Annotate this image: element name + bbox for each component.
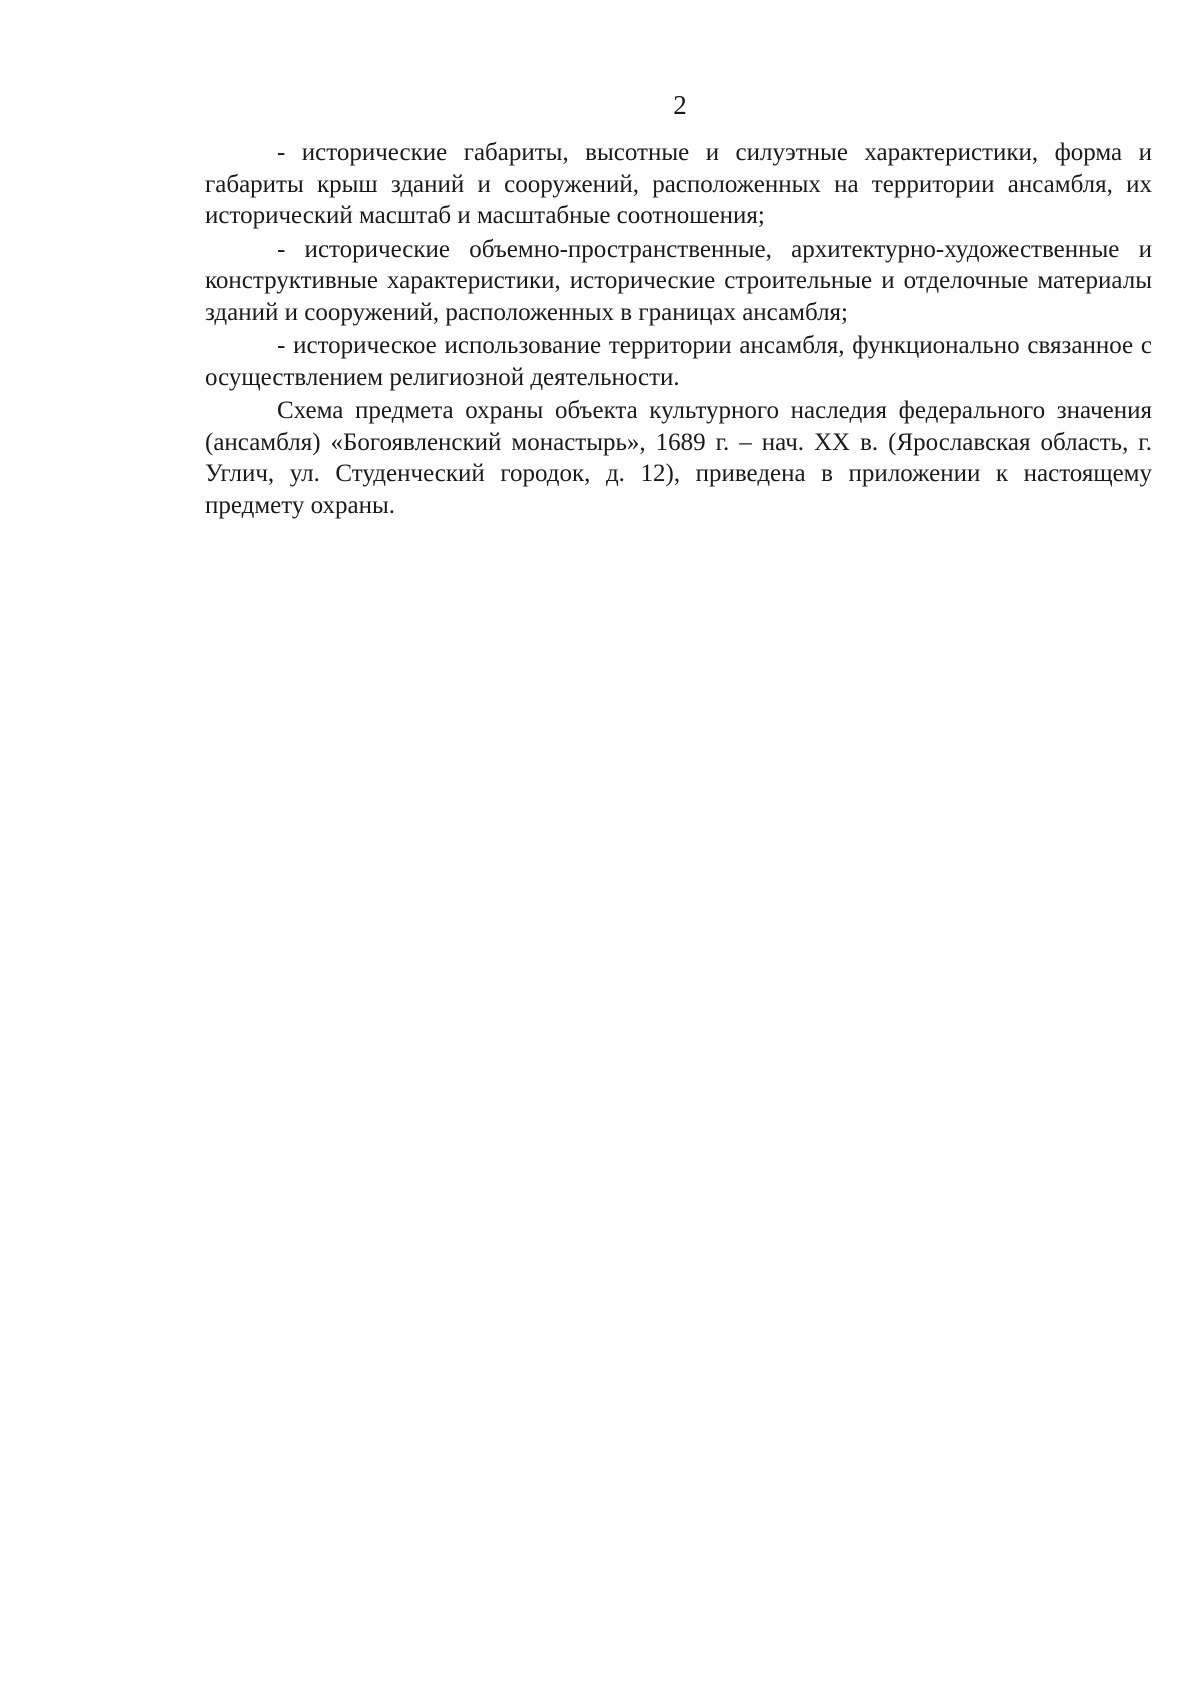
paragraph-protection-scheme: Схема предмета охраны объекта культурного наследия федерального значения (ансамбля) «Богоявленский монастырь», 1689 г. – нач. XX в. (Ярославская область, г. Углич, ул. Студенческий городок, д. 12), приведена в приложении к настоящему предмету охраны. bbox=[205, 397, 1152, 519]
paragraph-historic-use: - историческое использование территории ансамбля, функционально связанное с осуществлением религиозной деятельности. bbox=[205, 332, 1152, 391]
paragraph-volume-spatial-characteristics: - исторические объемно-пространственные, архитектурно-художественные и конструктивные характеристики, исторические строительные и отделочные материалы зданий и сооружений, расположенных в границах ансамбля; bbox=[205, 235, 1152, 326]
document-body bbox=[205, 137, 1152, 521]
paragraph-historic-dimensions: - исторические габариты, высотные и силуэтные характеристики, форма и габариты крыш зданий и сооружений, расположенных на территории ансамбля, их исторический масштаб и масштабные соотношения; bbox=[205, 139, 1152, 229]
page-number: 2 bbox=[673, 90, 687, 120]
